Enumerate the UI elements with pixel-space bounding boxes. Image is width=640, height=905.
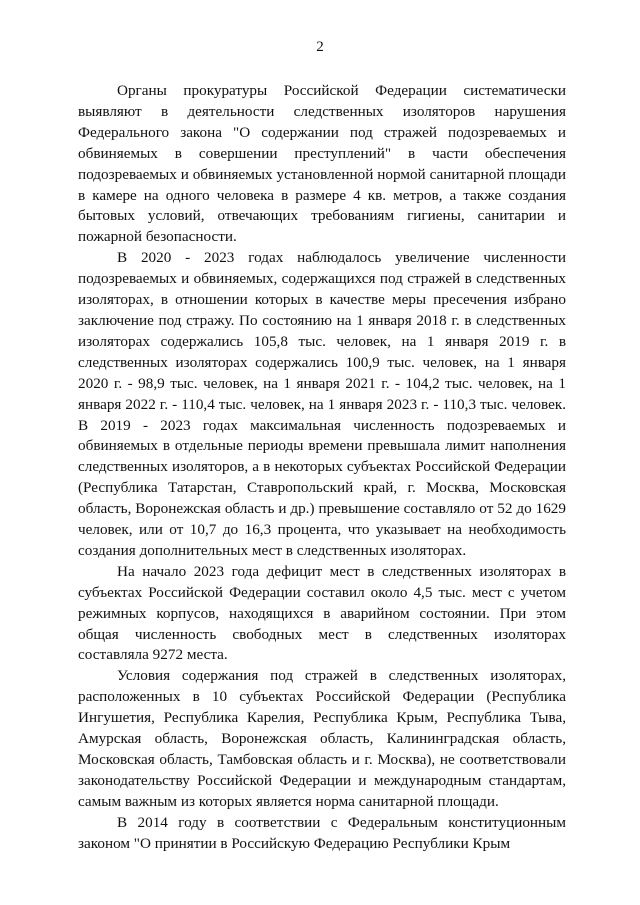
paragraph-detainee-numbers: В 2020 - 2023 годах наблюдалось увеличение численности подозреваемых и обвиняемых, содержащихся под стражей в следственных изоляторах, в отношении которых в качестве меры пресечения избрано заключение под стражу. По состоянию на 1 января 2018 г. в следственных изоляторах содержались 105,8 тыс. человек, на 1 января 2019 г. в следственных изоляторах содержались 100,9 тыс. человек, на 1 января 2020 г. - 98,9 тыс. человек, на 1 января 2021 г. - 104,2 тыс. человек, на 1 января 2022 г. - 110,4 тыс. человек, на 1 января 2023 г. - 110,3 тыс. человек. В 2019 - 2023 годах максимальная численность подозреваемых и обвиняемых в отдельные периоды времени превышала лимит наполнения следственных изоляторов, а в некоторых субъектах Российской Федерации (Республика Татарстан, Ставропольский край, г. Москва, Московская область, Воронежская область и др.) превышение составляло от 52 до 1629 человек, или от 10,7 до 16,3 процента, что указывает на необходимость создания дополнительных мест в следственных изоляторах. [78, 249, 566, 559]
paragraph-place-deficit: На начало 2023 года дефицит мест в следственных изоляторах в субъектах Российской Федерации составил около 4,5 тыс. мест с учетом режимных корпусов, находящихся в аварийном состоянии. При этом общая численность свободных мест в следственных изоляторах составляла 9272 места. [78, 562, 566, 664]
paragraph-prosecutor-violations: Органы прокуратуры Российской Федерации систематически выявляют в деятельности следственных изоляторов нарушения Федерального закона "О содержании под стражей подозреваемых и обвиняемых в совершении преступлений" в части обеспечения подозреваемых и обвиняемых установленной нормой санитарной площади в камере на одного человека в размере 4 кв. метров, а также создания бытовых условий, отвечающих требованиям гигиены, санитарии и пожарной безопасности. [78, 82, 566, 246]
page-number: 2 [316, 39, 324, 55]
paragraph-detention-conditions: Условия содержания под стражей в следственных изоляторах, расположенных в 10 субъектах Российской Федерации (Республика Ингушетия, Республика Карелия, Республика Крым, Республика Тыва, Амурская область, Воронежская область, Калининградская область, Московская область, Тамбовская область и г. Москва), не соответствовали законодательству Российской Федерации и международным стандартам, самым важным из которых является норма санитарной площади. [78, 667, 566, 810]
paragraph-crimea-law: В 2014 году в соответствии с Федеральным конституционным законом "О принятии в Российскую Федерацию Республики Крым [78, 813, 566, 852]
document-body [78, 81, 566, 855]
